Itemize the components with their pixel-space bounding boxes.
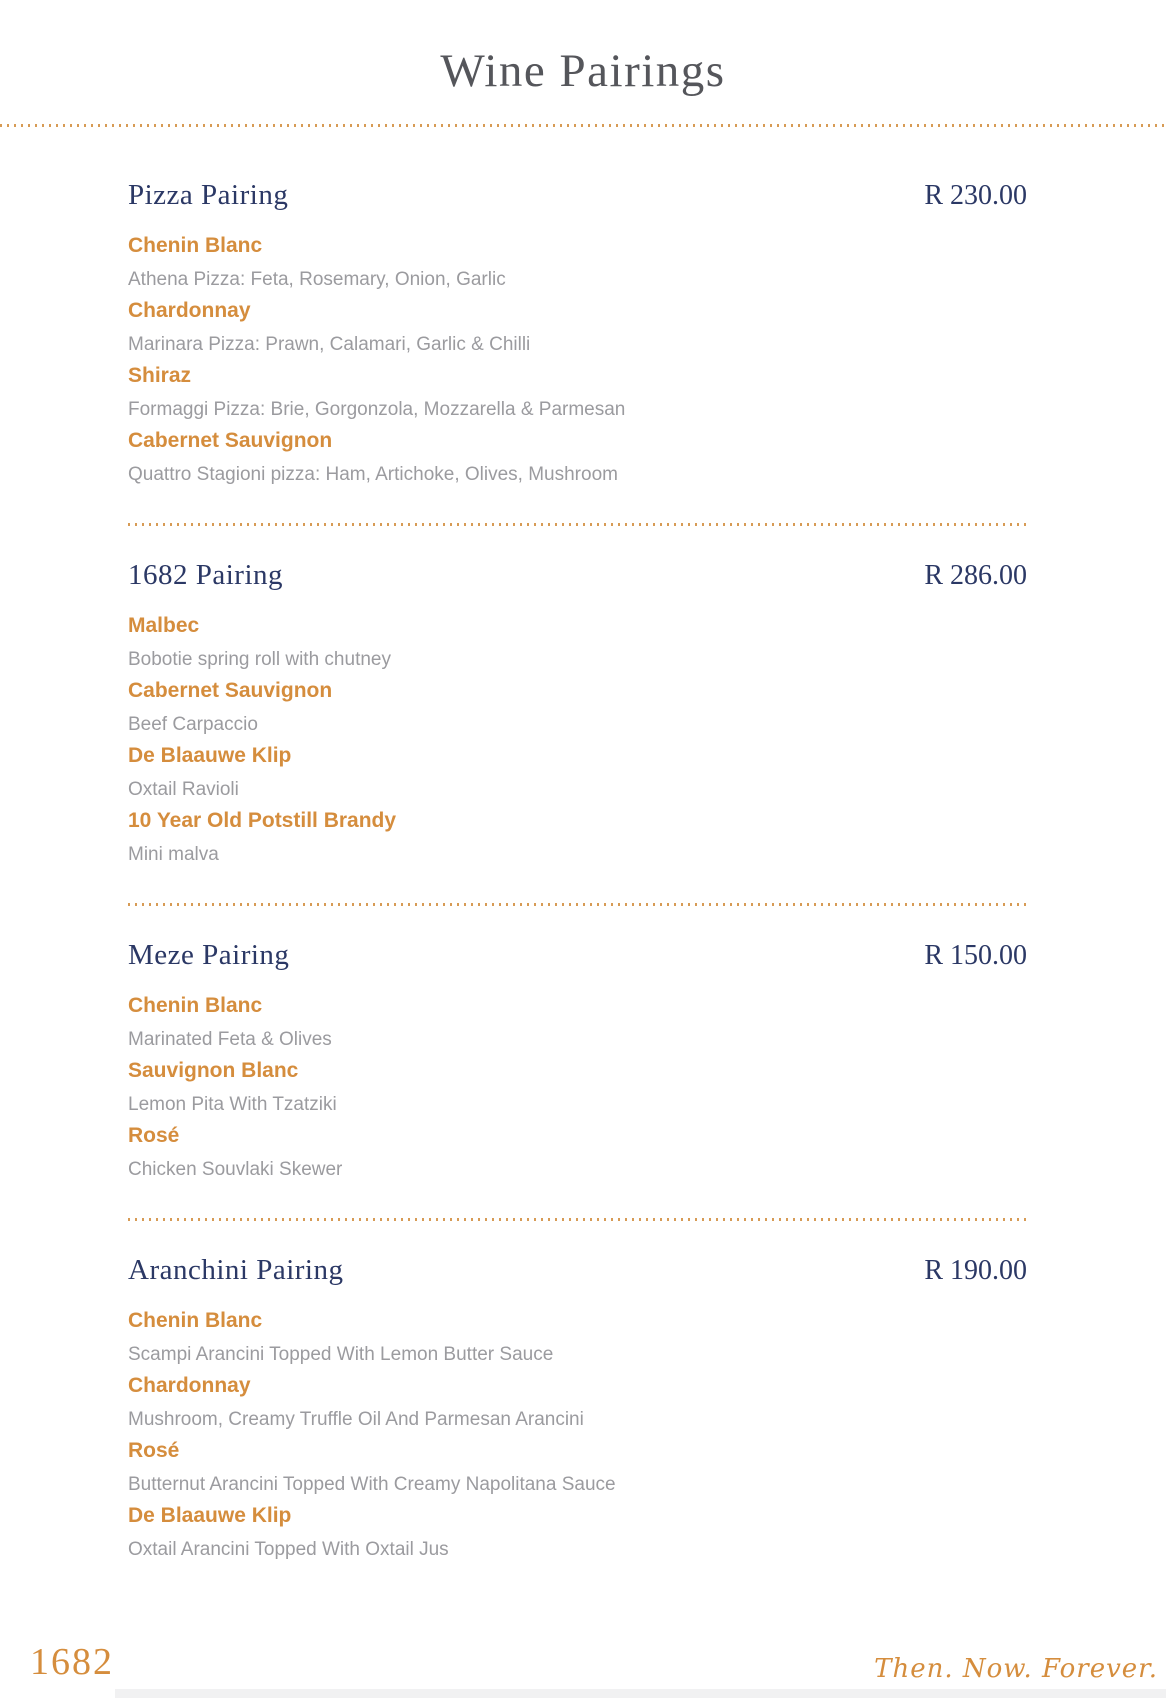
section-dotted-divider	[128, 1218, 1027, 1221]
wine-name: De Blaauwe Klip	[128, 744, 292, 767]
section-header	[128, 1254, 1027, 1287]
wine-name: De Blaauwe Klip	[128, 1504, 292, 1527]
sections-container	[128, 179, 1027, 1562]
dish-description: Beef Carpaccio	[128, 714, 258, 735]
section-price: R 286.00	[924, 560, 1027, 591]
wine-name: Chardonnay	[128, 299, 251, 322]
wine-pairings-menu	[0, 179, 1166, 1562]
section-price: R 230.00	[924, 180, 1027, 211]
section-header	[128, 939, 1027, 972]
page-title: Wine Pairings	[440, 45, 726, 97]
wine-name: Shiraz	[128, 364, 192, 387]
pairing-item	[128, 1058, 1027, 1117]
dish-description: Butternut Arancini Topped With Creamy Napolitana Sauce	[128, 1474, 616, 1495]
pairing-item	[128, 993, 1027, 1052]
section-price: R 190.00	[924, 1255, 1027, 1286]
pairing-item	[128, 428, 1027, 487]
menu-section	[128, 559, 1027, 906]
wine-name: Malbec	[128, 614, 200, 637]
section-dotted-divider	[128, 523, 1027, 526]
pairing-list	[128, 233, 1027, 487]
menu-section	[128, 939, 1027, 1221]
page-footer	[0, 1640, 1166, 1684]
pairing-item	[128, 1503, 1027, 1562]
dish-description: Oxtail Arancini Topped With Oxtail Jus	[128, 1539, 449, 1560]
wine-name: Chardonnay	[128, 1374, 251, 1397]
wine-name: Chenin Blanc	[128, 234, 263, 257]
dish-description: Bobotie spring roll with chutney	[128, 649, 391, 670]
dish-description: Lemon Pita With Tzatziki	[128, 1094, 337, 1115]
pairing-item	[128, 743, 1027, 802]
wine-name: Rosé	[128, 1124, 180, 1147]
pairing-item	[128, 1308, 1027, 1367]
menu-section	[128, 179, 1027, 526]
pairing-item	[128, 1123, 1027, 1182]
wine-name: Chenin Blanc	[128, 1309, 263, 1332]
dish-description: Mushroom, Creamy Truffle Oil And Parmesan Arancini	[128, 1409, 584, 1430]
pairing-item	[128, 1373, 1027, 1432]
pairing-list	[128, 993, 1027, 1182]
wine-name: Cabernet Sauvignon	[128, 679, 333, 702]
pairing-item	[128, 233, 1027, 292]
wine-name: 10 Year Old Potstill Brandy	[128, 809, 397, 832]
bottom-edge-strip	[115, 1689, 1166, 1698]
dish-description: Mini malva	[128, 844, 219, 865]
restaurant-logo: 1682	[30, 1641, 114, 1683]
dish-description: Quattro Stagioni pizza: Ham, Artichoke, Olives, Mushroom	[128, 464, 618, 485]
wine-name: Rosé	[128, 1439, 180, 1462]
section-header	[128, 559, 1027, 592]
footer-tagline: Then. Now. Forever.	[874, 1654, 1158, 1684]
dish-description: Formaggi Pizza: Brie, Gorgonzola, Mozzarella & Parmesan	[128, 399, 626, 420]
pairing-item	[128, 678, 1027, 737]
wine-name: Sauvignon Blanc	[128, 1059, 299, 1082]
pairing-item	[128, 613, 1027, 672]
top-dotted-divider	[0, 124, 1166, 127]
pairing-item	[128, 363, 1027, 422]
dish-description: Marinated Feta & Olives	[128, 1029, 332, 1050]
dish-description: Marinara Pizza: Prawn, Calamari, Garlic & Chilli	[128, 334, 531, 355]
section-title: Meze Pairing	[128, 939, 290, 971]
dish-description: Oxtail Ravioli	[128, 779, 239, 800]
section-dotted-divider	[128, 903, 1027, 906]
pairing-list	[128, 613, 1027, 867]
pairing-list	[128, 1308, 1027, 1562]
pairing-item	[128, 1438, 1027, 1497]
section-price: R 150.00	[924, 940, 1027, 971]
wine-name: Cabernet Sauvignon	[128, 429, 333, 452]
section-title: Aranchini Pairing	[128, 1254, 344, 1286]
dish-description: Scampi Arancini Topped With Lemon Butter Sauce	[128, 1344, 554, 1365]
section-title: Pizza Pairing	[128, 179, 289, 211]
wine-name: Chenin Blanc	[128, 994, 263, 1017]
dish-description: Athena Pizza: Feta, Rosemary, Onion, Garlic	[128, 269, 506, 290]
dish-description: Chicken Souvlaki Skewer	[128, 1159, 343, 1180]
section-header	[128, 179, 1027, 212]
pairing-item	[128, 298, 1027, 357]
pairing-item	[128, 808, 1027, 867]
section-title: 1682 Pairing	[128, 559, 284, 591]
menu-section	[128, 1254, 1027, 1562]
